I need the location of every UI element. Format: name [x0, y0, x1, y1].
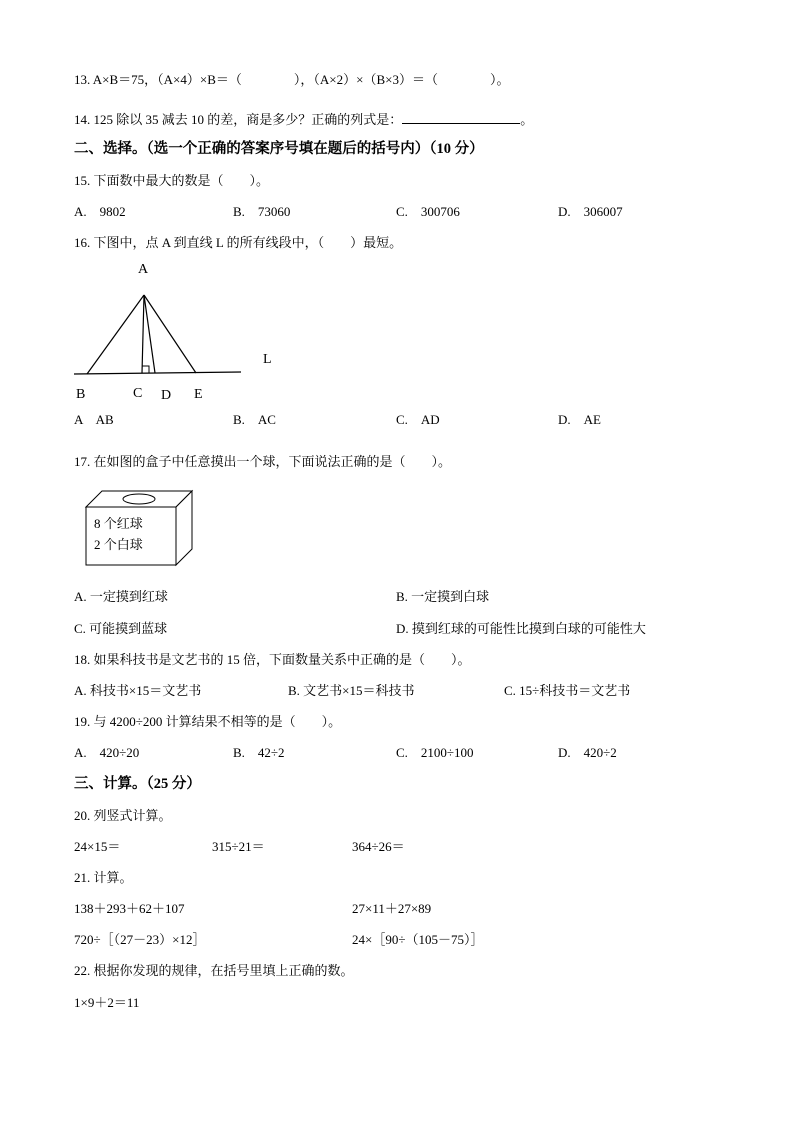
q21-item-4: 24×［90÷（105－75）］ [352, 932, 484, 947]
q21-item-1: 138＋293＋62＋107 [74, 901, 185, 916]
ball-box-figure [84, 489, 198, 569]
right-angle-mark [142, 366, 149, 373]
q18-option-a: A. 科技书×15＝文艺书 [74, 683, 202, 698]
q15-option-b: B. 73060 [233, 204, 291, 219]
question-21-stem: 21. 计算。 [74, 870, 133, 885]
q15-option-a: A. 9802 [74, 204, 126, 219]
q17-option-d: D. 摸到红球的可能性比摸到白球的可能性大 [396, 621, 646, 636]
label-a: A [138, 262, 149, 277]
q19-option-d: D. 420÷2 [558, 745, 617, 760]
q15-option-c: C. 300706 [396, 204, 460, 219]
line-l [74, 372, 241, 374]
question-18-stem: 18. 如果科技书是文艺书的 15 倍，下面数量关系中正确的是（ ）。 [74, 652, 471, 667]
q17-option-b: B. 一定摸到白球 [396, 589, 490, 604]
q21-item-2: 27×11＋27×89 [352, 901, 432, 916]
question-22-stem: 22. 根据你发现的规律，在括号里填上正确的数。 [74, 963, 354, 978]
label-b: B [76, 387, 86, 402]
segment-ab [87, 295, 144, 374]
question-16-stem: 16. 下图中，点 A 到直线 L 的所有线段中，（ ）最短。 [74, 235, 403, 250]
answer-blank[interactable] [402, 111, 520, 124]
q16-option-c: C. AD [396, 412, 440, 427]
q18-option-b: B. 文艺书×15＝科技书 [288, 683, 415, 698]
label-l: L [263, 352, 272, 367]
section-3-title: 三、计算。（25 分） [74, 776, 201, 792]
question-14-text: 14. 125 除以 35 减去 10 的差，商是多少？正确的列式是： [74, 112, 403, 127]
box-text-white: 2 个白球 [94, 537, 143, 552]
question-14 [74, 111, 533, 128]
label-c: C [133, 386, 143, 401]
q16-option-b: B. AC [233, 412, 276, 427]
question-15-stem: 15. 下面数中最大的数是（ ）。 [74, 173, 270, 188]
segment-ac [142, 295, 144, 373]
q19-option-c: C. 2100÷100 [396, 745, 474, 760]
label-e: E [194, 387, 203, 402]
triangle-figure [66, 255, 286, 405]
q17-option-c: C. 可能摸到蓝球 [74, 621, 168, 636]
q22-line-1: 1×9＋2＝11 [74, 995, 140, 1010]
q20-item-1: 24×15＝ [74, 839, 121, 854]
q15-option-d: D. 306007 [558, 204, 623, 219]
q19-option-b: B. 42÷2 [233, 745, 285, 760]
q21-item-3: 720÷［（27－23）×12］ [74, 932, 206, 947]
section-2-title: 二、选择。（选一个正确的答案序号填在题后的括号内）（10 分） [74, 141, 484, 157]
q17-option-a: A. 一定摸到红球 [74, 589, 168, 604]
label-d: D [161, 388, 172, 403]
question-17-stem: 17. 在如图的盒子中任意摸出一个球，下面说法正确的是（ ）。 [74, 454, 452, 469]
q20-item-2: 315÷21＝ [212, 839, 265, 854]
q16-option-a: A AB [74, 412, 114, 427]
question-19-stem: 19. 与 4200÷200 计算结果不相等的是（ ）。 [74, 714, 342, 729]
box-text-red: 8 个红球 [94, 516, 143, 531]
question-20-stem: 20. 列竖式计算。 [74, 808, 172, 823]
box-hole [123, 494, 155, 504]
q18-option-c: C. 15÷科技书＝文艺书 [504, 683, 631, 698]
q19-option-a: A. 420÷20 [74, 745, 140, 760]
segment-ad [144, 295, 155, 373]
segment-ae [144, 295, 196, 373]
q16-option-d: D. AE [558, 412, 601, 427]
question-13: 13. A×B＝75，（A×4）×B＝（ ），（A×2）×（B×3）＝（ ）。 [74, 72, 510, 87]
q20-item-3: 364÷26＝ [352, 839, 405, 854]
question-14-end: 。 [520, 112, 534, 127]
